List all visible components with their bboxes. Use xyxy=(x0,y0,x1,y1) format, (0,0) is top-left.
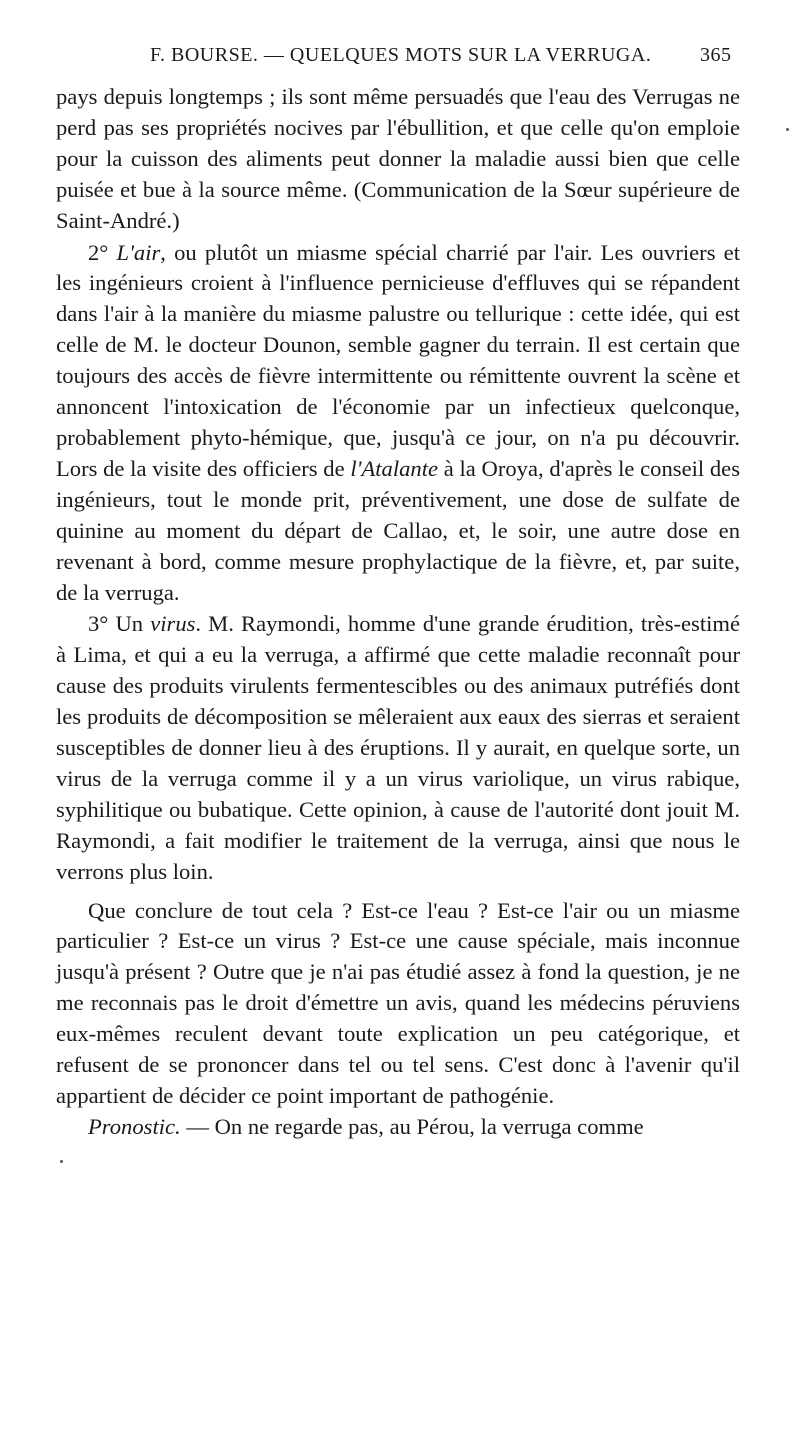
paragraph-2-text: , ou plutôt un miasme spécial charrié par l'air. Les ouvriers et les ingénieurs croient à l'influence pernicieuse d'effluves qui se répandent dans l'air à la manière du miasme palustre ou tellurique : cette idée, qui est celle de M. le docteur Dounon, semble gagner du terrain. Il est certain que toujours des accès de fièvre intermittente ou rémittente ouvrent la scène et annoncent l'intoxication de l'économie par un infectieux quelconque, probablement phyto-hémique, que, jusqu'à ce jour, on n'a pu découvrir. Lors de la visite des officiers de xyxy=(56,239,740,481)
body-text xyxy=(56,82,740,1143)
paragraph-5-text: — On ne regarde pas, au Pérou, la verruga comme xyxy=(180,1113,644,1139)
paragraph-3 xyxy=(56,609,740,887)
paragraph-5 xyxy=(56,1112,740,1143)
paragraph-4 xyxy=(56,896,740,1112)
paragraph-1 xyxy=(56,82,740,237)
item-prefix: Un xyxy=(115,611,144,637)
paragraph-2-text-continued: à la Oroya, d'après le conseil des ingénieurs, tout le monde prit, préventivement, une dose de sulfate de quinine au moment du départ de Callao, et, le soir, une autre dose en revenant à bord, comme mesure prophylactique de la fièvre, et, par suite, de la verruga. xyxy=(56,455,740,605)
print-speck xyxy=(60,1160,63,1163)
running-title: F. BOURSE. — QUELQUES MOTS SUR LA VERRUGA. xyxy=(150,44,652,66)
item-term: L'air xyxy=(116,239,161,265)
ship-name: l'Atalante xyxy=(350,455,439,481)
item-number: 2° xyxy=(88,239,109,265)
item-number: 3° xyxy=(88,611,109,637)
paragraph-2 xyxy=(56,238,740,609)
section-heading: Pronostic. xyxy=(88,1113,181,1139)
paragraph-1-text: pays depuis longtemps ; ils sont même persuadés que l'eau des Verrugas ne perd pas ses propriétés nocives par l'ébullition, et que celle qu'on emploie pour la cuisson des aliments peut donner la maladie aussi bien que celle puisée et bue à la source même. (Communication de la Sœur supérieure de Saint-André.) xyxy=(56,84,740,233)
paragraph-3-text: . M. Raymondi, homme d'une grande érudition, très-estimé à Lima, et qui a eu la verruga, a affirmé que cette maladie reconnaît pour cause des produits virulents fermentescibles ou des animaux putréfiés dont les produits de décomposition se mêleraient aux eaux des sierras et seraient susceptibles de donner lieu à des éruptions. Il y aurait, en quelque sorte, un virus de la verruga comme il y a un virus variolique, un virus rabique, syphilitique ou bubatique. Cette opinion, à cause de l'autorité dont jouit M. Raymondi, a fait modifier le traitement de la verruga, ainsi que nous le verrons plus loin. xyxy=(56,611,740,884)
print-speck xyxy=(786,128,789,131)
page-number: 365 xyxy=(700,44,732,66)
item-term: virus xyxy=(150,611,196,637)
page-header xyxy=(0,44,800,74)
paragraph-4-text: Que conclure de tout cela ? Est-ce l'eau ? Est-ce l'air ou un miasme particulier ? Est-ce un virus ? Est-ce une cause spéciale, mais inconnue jusqu'à présent ? Outre que je n'ai pas étudié assez à fond la question, je ne me reconnais pas le droit d'émettre un avis, quand les médecins péruviens eux-mêmes reculent devant toute explication un peu catégorique, et refusent de se prononcer dans tel ou tel sens. C'est donc à l'avenir qu'il appartient de décider ce point important de pathogénie. xyxy=(56,897,740,1108)
